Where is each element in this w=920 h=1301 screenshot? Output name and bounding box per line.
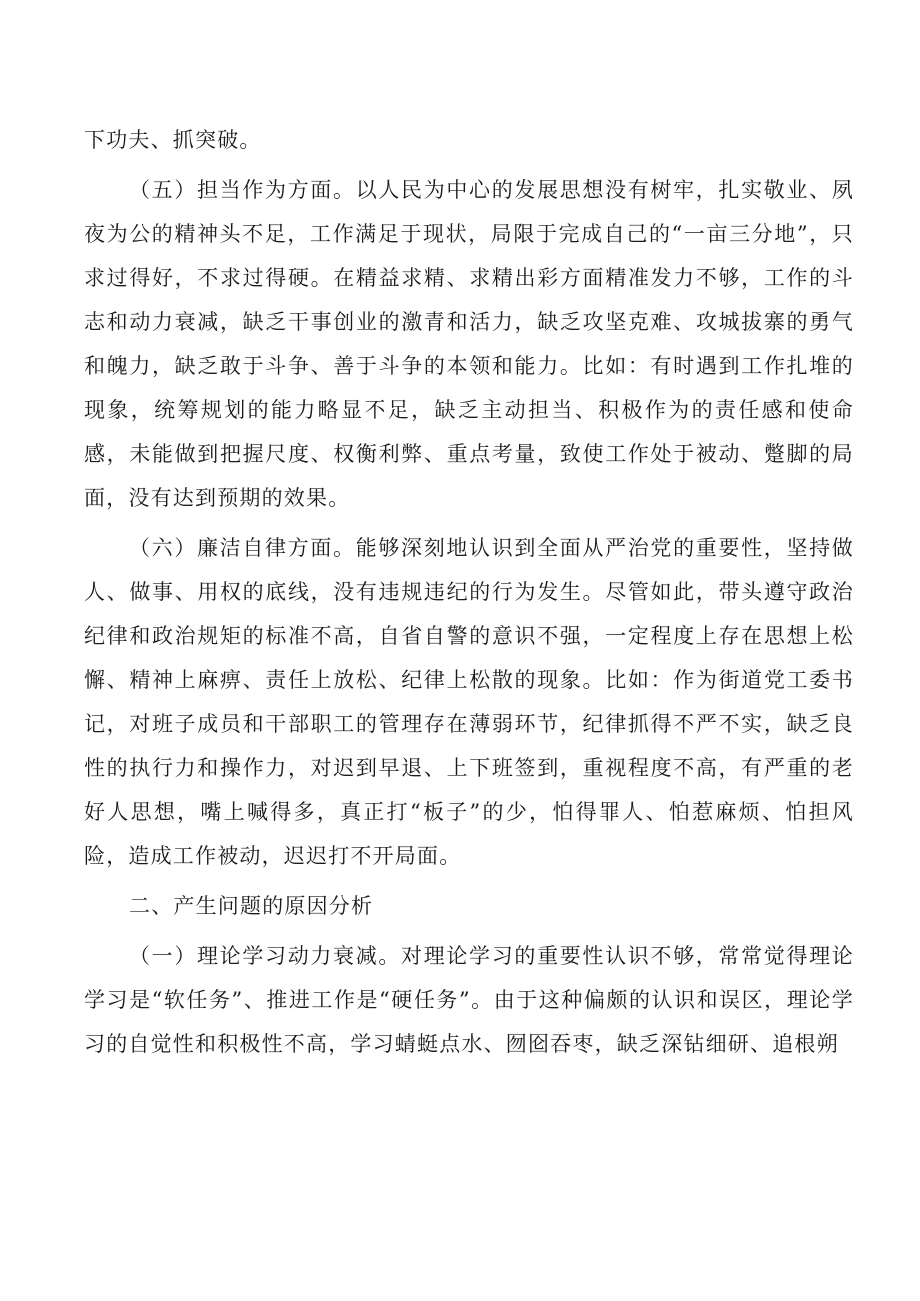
paragraph-section-five-responsibility: （五）担当作为方面。以人民为中心的发展思想没有树牢，扎实敬业、夙夜为公的精神头不足，工作满足于现状，局限于完成自己的“一亩三分地”，只求过得好，不求过得硬。在精益求精、求精出彩方面精准发力不够，工作的斗志和动力衰减，缺乏干事创业的激青和活力，缺乏攻坚克难、攻城拔寨的勇气和魄力，缺乏敢于斗争、善于斗争的本领和能力。比如：有时遇到工作扎堆的现象，统筹规划的能力略显不足，缺乏主动担当、积极作为的责任感和使命感，未能做到把握尺度、权衡利弊、重点考量，致使工作处于被动、蹩脚的局面，没有达到预期的效果。 — [84, 178, 854, 510]
paragraph-cause-one-theory-study: （一）理论学习动力衰减。对理论学习的重要性认识不够，常常觉得理论学习是“软任务”、推进工作是“硬任务”。由于这种偏颇的认识和误区，理论学习的自觉性和积极性不高，学习蜻蜓点水、囫囵吞枣，缺乏深钻细研、追根朔 — [84, 944, 854, 1056]
paragraph-continuation: 下功夫、抓突破。 — [84, 128, 262, 152]
paragraph-section-six-integrity: （六）廉洁自律方面。能够深刻地认识到全面从严治党的重要性，坚持做人、做事、用权的底线，没有违规违纪的行为发生。尽管如此，带头遵守政治纪律和政治规矩的标准不高，自省自警的意识不强，一定程度上存在思想上松懈、精神上麻痹、责任上放松、纪律上松散的现象。比如：作为街道党工委书记，对班子成员和干部职工的管理存在薄弱环节，纪律抓得不严不实，缺乏良性的执行力和操作力，对迟到早退、上下班签到，重视程度不高，有严重的老好人思想，嘴上喊得多，真正打“板子”的少，怕得罪人、怕惹麻烦、怕担风险，造成工作被动，迟迟打不开局面。 — [84, 536, 854, 868]
section-heading-cause-analysis: 二、产生问题的原因分析 — [129, 894, 374, 918]
document-body — [84, 118, 854, 1072]
